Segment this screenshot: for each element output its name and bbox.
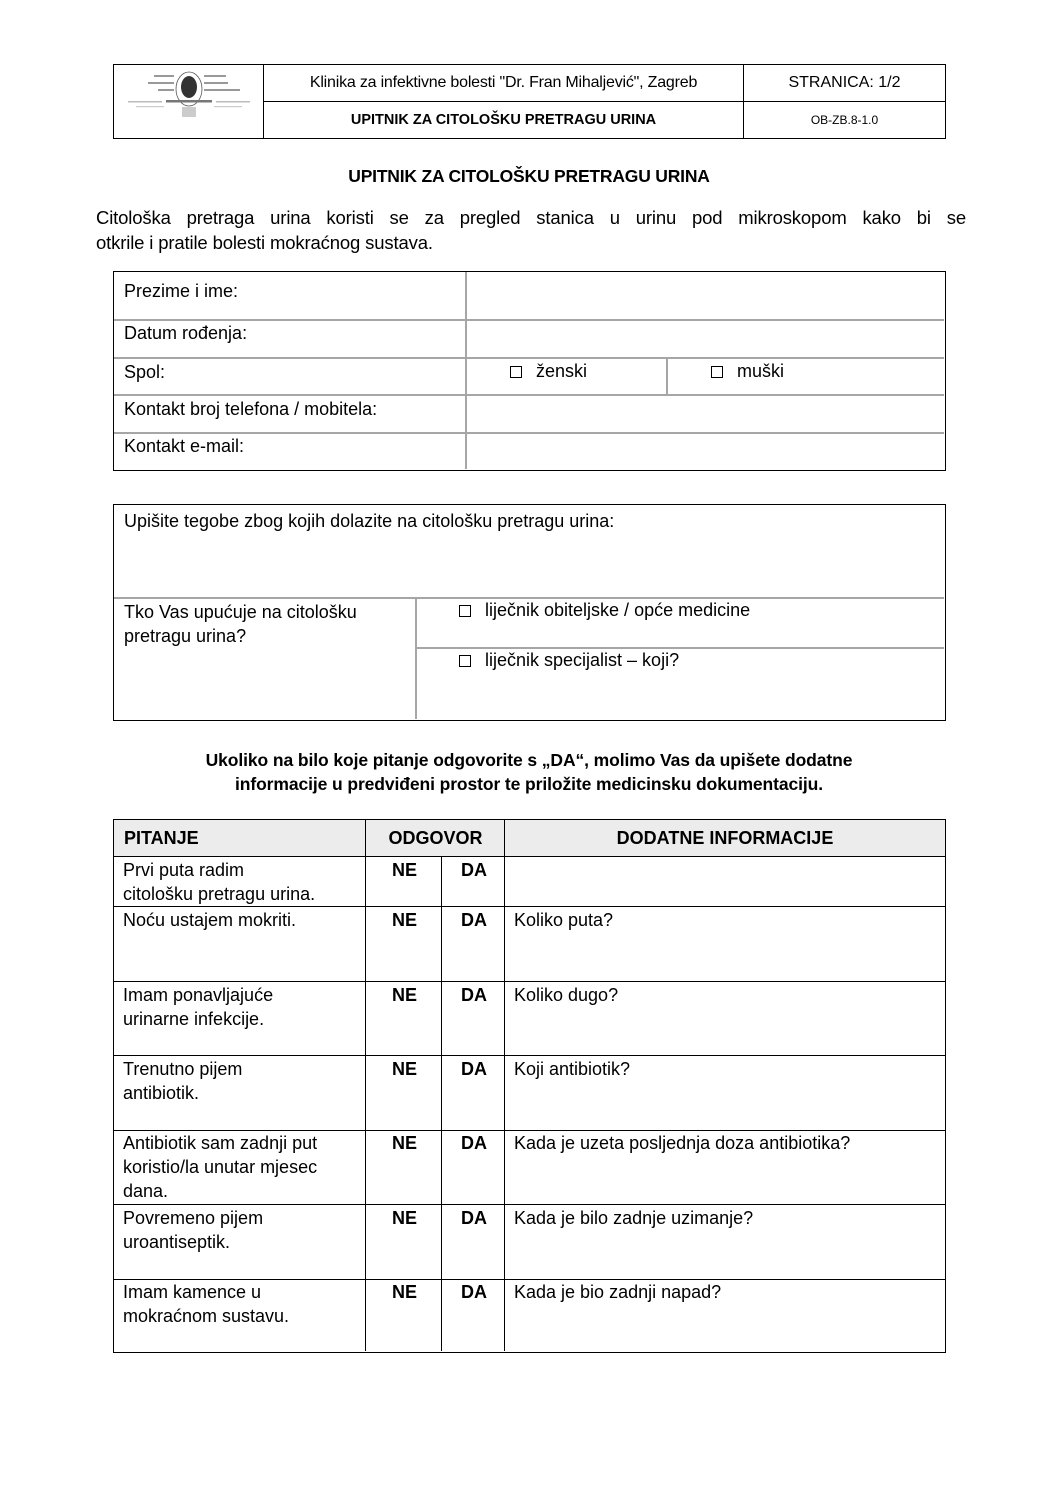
question-line: citološku pretragu urina.	[123, 884, 316, 904]
form-code: OB-ZB.8-1.0	[810, 113, 879, 127]
answer-yes[interactable]: DA	[461, 910, 487, 930]
header-form-title: UPITNIK ZA CITOLOŠKU PRETRAGU URINA	[264, 102, 744, 138]
question-text	[123, 983, 363, 1031]
answer-yes[interactable]: DA	[461, 1133, 487, 1153]
phone-label: Kontakt broj telefona / mobitela:	[124, 399, 378, 419]
divider	[114, 597, 944, 599]
question-line: koristio/la unutar mjesec	[123, 1157, 318, 1177]
question-text	[123, 1057, 363, 1105]
sex-female-label: ženski	[536, 361, 588, 381]
questions-table	[113, 819, 946, 1353]
referrer-question	[124, 600, 357, 648]
question-line: Noću ustajem mokriti.	[123, 910, 297, 930]
divider	[504, 820, 505, 1351]
answer-no[interactable]: NE	[391, 985, 417, 1005]
clinic-logo	[114, 65, 264, 138]
divider	[465, 272, 467, 469]
question-text	[123, 1280, 363, 1328]
divider	[365, 820, 366, 1351]
personal-data-table	[113, 271, 946, 471]
question-line: antibiotik.	[123, 1083, 200, 1103]
answer-yes[interactable]: DA	[461, 1208, 487, 1228]
answer-yes[interactable]: DA	[461, 1282, 487, 1302]
answer-no[interactable]: NE	[391, 1133, 417, 1153]
answer-no[interactable]: NE	[391, 1059, 417, 1079]
name-field[interactable]	[468, 272, 944, 319]
additional-info-prompt[interactable]: Kada je bio zadnji napad?	[514, 1282, 722, 1302]
dob-label: Datum rođenja:	[124, 323, 248, 343]
checkbox-icon[interactable]	[510, 366, 522, 378]
question-line: Imam ponavljajuće	[123, 985, 274, 1005]
question-line: uroantiseptik.	[123, 1232, 231, 1252]
answer-no[interactable]: NE	[391, 1282, 417, 1302]
complaints-label: Upišite tegobe zbog kojih dolazite na citološku pretragu urina:	[124, 511, 615, 531]
notice-line-1: Ukoliko na bilo koje pitanje odgovorite s „DA“, molimo Vas da upišete dodatne	[205, 750, 853, 770]
question-line: Prvi puta radim	[123, 860, 245, 880]
question-line: urinarne infekcije.	[123, 1009, 265, 1029]
dob-field[interactable]	[468, 321, 944, 357]
question-line: mokraćnom sustavu.	[123, 1306, 290, 1326]
additional-info-prompt[interactable]: Kada je uzeta posljednja doza antibiotika?	[514, 1133, 851, 1153]
referrer-question-line-1: Tko Vas upućuje na citološku	[124, 602, 357, 622]
referral-table	[113, 504, 946, 721]
referrer-question-line-2: pretragu urina?	[124, 626, 247, 646]
question-text	[123, 858, 363, 906]
question-line: Antibiotik sam zadnji put	[123, 1133, 318, 1153]
complaints-field[interactable]	[114, 535, 944, 597]
divider	[114, 981, 945, 982]
name-label: Prezime i ime:	[124, 281, 239, 301]
clinic-logo-icon	[124, 69, 254, 125]
question-line: Imam kamence u	[123, 1282, 262, 1302]
divider	[114, 1055, 945, 1056]
intro-line-1: Citološka pretraga urina koristi se za pregled stanica u urinu pod mikroskopom kako bi se	[96, 207, 966, 228]
sex-male-checkbox[interactable]	[711, 361, 784, 382]
notice-line-2: informacije u predviđeni prostor te priložite medicinsku dokumentaciju.	[234, 774, 823, 794]
referrer-gp-label: liječnik obiteljske / opće medicine	[485, 600, 751, 620]
additional-info-prompt[interactable]: Koliko dugo?	[514, 985, 619, 1005]
column-header-answer: ODGOVOR	[388, 827, 483, 848]
document-header	[113, 64, 946, 139]
referrer-specialist-label: liječnik specijalist – koji?	[485, 650, 680, 670]
question-text	[123, 1131, 363, 1203]
question-line: Povremeno pijem	[123, 1208, 264, 1228]
answer-no[interactable]: NE	[391, 1208, 417, 1228]
question-line: dana.	[123, 1181, 169, 1201]
referrer-gp-checkbox[interactable]	[459, 600, 750, 621]
divider	[415, 597, 417, 719]
checkbox-icon[interactable]	[459, 605, 471, 617]
question-text	[123, 908, 363, 932]
instructions-notice	[0, 748, 1058, 796]
divider	[114, 1204, 945, 1205]
answer-yes[interactable]: DA	[461, 860, 487, 880]
page-title: UPITNIK ZA CITOLOŠKU PRETRAGU URINA	[348, 166, 710, 186]
sex-male-label: muški	[737, 361, 785, 381]
additional-info-prompt[interactable]: Kada je bilo zadnje uzimanje?	[514, 1208, 754, 1228]
checkbox-icon[interactable]	[459, 655, 471, 667]
question-line: Trenutno pijem	[123, 1059, 243, 1079]
table-header-row	[114, 820, 945, 857]
email-label: Kontakt e-mail:	[124, 436, 245, 456]
answer-yes[interactable]: DA	[461, 985, 487, 1005]
sex-female-checkbox[interactable]	[510, 361, 587, 382]
additional-info-prompt[interactable]: Koliko puta?	[514, 910, 614, 930]
column-header-additional-info: DODATNE INFORMACIJE	[616, 827, 834, 848]
checkbox-icon[interactable]	[711, 366, 723, 378]
intro-paragraph	[96, 205, 966, 255]
question-text	[123, 1206, 363, 1254]
divider	[114, 906, 945, 907]
institution-name: Klinika za infektivne bolesti "Dr. Fran Mihaljević", Zagreb	[264, 65, 744, 102]
page-number: STRANICA: 1/2	[744, 65, 945, 102]
referrer-specialist-checkbox[interactable]	[459, 650, 679, 671]
divider	[666, 357, 668, 394]
column-header-question: PITANJE	[124, 827, 199, 848]
answer-yes[interactable]: DA	[461, 1059, 487, 1079]
additional-info-prompt[interactable]: Koji antibiotik?	[514, 1059, 631, 1079]
intro-line-2: otkrile i pratile bolesti mokraćnog sustava.	[96, 232, 433, 253]
answer-no[interactable]: NE	[391, 910, 417, 930]
divider	[114, 357, 944, 359]
email-field[interactable]	[468, 434, 944, 469]
answer-no[interactable]: NE	[391, 860, 417, 880]
phone-field[interactable]	[468, 396, 944, 432]
sex-label: Spol:	[124, 362, 166, 382]
divider	[415, 647, 944, 649]
